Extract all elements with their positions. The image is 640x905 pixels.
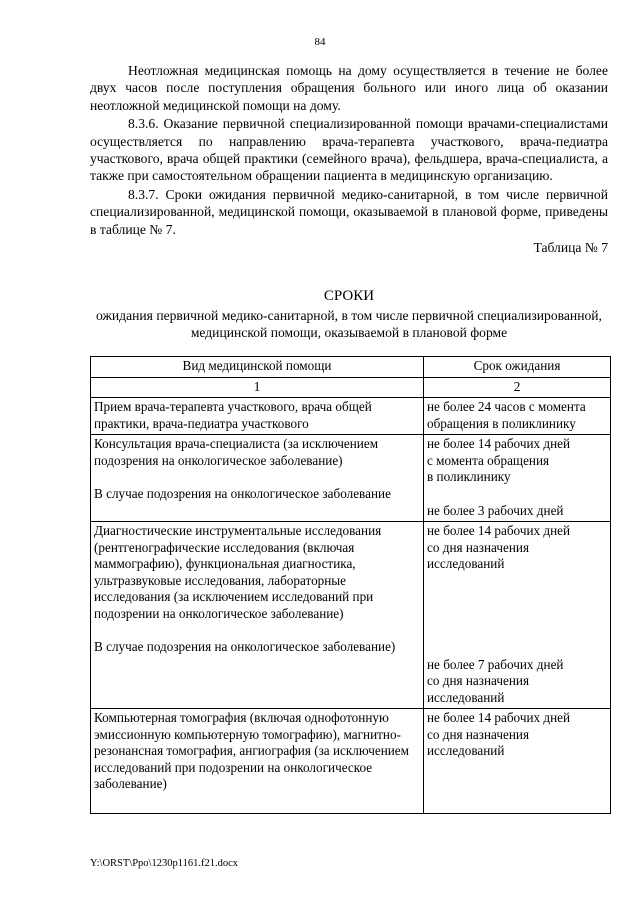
care-type-oncology-text: В случае подозрения на онкологическое заболевание) xyxy=(94,639,396,654)
column-number-2: 2 xyxy=(424,377,611,398)
wait-time-cell xyxy=(424,709,611,814)
wait-time-oncology-text: не более 7 рабочих дней со дня назначения исследований xyxy=(427,656,564,705)
table-row xyxy=(91,522,611,709)
table-header-row xyxy=(91,357,611,378)
wait-time-text: не более 24 часов с момента обращения в поликлинику xyxy=(427,399,586,431)
paragraph-8-3-7: 8.3.7. Сроки ожидания первичной медико-санитарной, в том числе первичной специализированной, медицинской помощи, оказываемой в плановой форме, приведены в таблице № 7. xyxy=(90,186,608,237)
care-type-cell xyxy=(91,435,424,522)
care-type-text: Диагностические инструментальные исследования (рентгенографические исследования (включая маммографию), функциональная диагностика, ультразвуковые исследования, лабораторные исследования (за исключением исследований при подозрении на онкологическое заболевание) xyxy=(94,523,382,621)
header-wait-time: Срок ожидания xyxy=(424,357,611,378)
care-type-cell xyxy=(91,709,424,814)
paragraph-urgent-care: Неотложная медицинская помощь на дому осуществляется в течение не более двух часов после поступления обращения больного или иного лица об оказании неотложной медицинской помощи на дому. xyxy=(90,63,608,113)
table-number-row xyxy=(91,377,611,398)
document-footer-path: Y:\ORST\Ppo\1230p1161.f21.docx xyxy=(90,858,238,869)
body-text xyxy=(90,62,608,256)
page-number: 84 xyxy=(314,36,326,48)
waiting-times-table xyxy=(90,356,611,814)
wait-time-text: не более 14 рабочих дней с момента обращения в поликлинику xyxy=(427,436,571,484)
table-label: Таблица № 7 xyxy=(533,240,608,256)
care-type-text: Прием врача-терапевта участкового, врача общей практики, врача-педиатра участкового xyxy=(94,399,372,431)
table-title-block xyxy=(90,288,608,341)
wait-time-oncology-text: не более 3 рабочих дней xyxy=(427,502,564,518)
wait-time-text: не более 14 рабочих дней со дня назначения исследований xyxy=(427,710,571,758)
wait-time-text: не более 14 рабочих дней со дня назначения исследований xyxy=(427,523,571,571)
wait-time-cell xyxy=(424,435,611,522)
care-type-oncology-text: В случае подозрения на онкологическое заболевание xyxy=(94,486,391,501)
table-title: СРОКИ xyxy=(323,288,375,304)
header-care-type: Вид медицинской помощи xyxy=(91,357,424,378)
table-row xyxy=(91,709,611,814)
care-type-cell xyxy=(91,522,424,709)
table-row xyxy=(91,435,611,522)
wait-time-cell xyxy=(424,522,611,709)
wait-time-cell xyxy=(424,398,611,435)
care-type-text: Компьютерная томография (включая однофотонную эмиссионную компьютерную томографию), магнитно-резонансная томография, ангиография (за исключением исследований при подозрении на онкологическое заболевание) xyxy=(94,710,410,791)
care-type-cell xyxy=(91,398,424,435)
table-subtitle: ожидания первичной медико-санитарной, в том числе первичной специализированной, медицинской помощи, оказываемой в плановой форме xyxy=(96,308,602,340)
column-number-1: 1 xyxy=(91,377,424,398)
paragraph-8-3-6: 8.3.6. Оказание первичной специализированной помощи врачами-специалистами осуществляется по направлению врача-терапевта участкового, врача-педиатра участкового, врача общей практики (семейного врача), фельдшера, врача-специалиста, а также при самостоятельном обращении пациента в медицинскую организацию. xyxy=(90,116,608,184)
care-type-text: Консультация врача-специалиста (за исключением подозрения на онкологическое заболевание) xyxy=(94,436,379,468)
table-row xyxy=(91,398,611,435)
